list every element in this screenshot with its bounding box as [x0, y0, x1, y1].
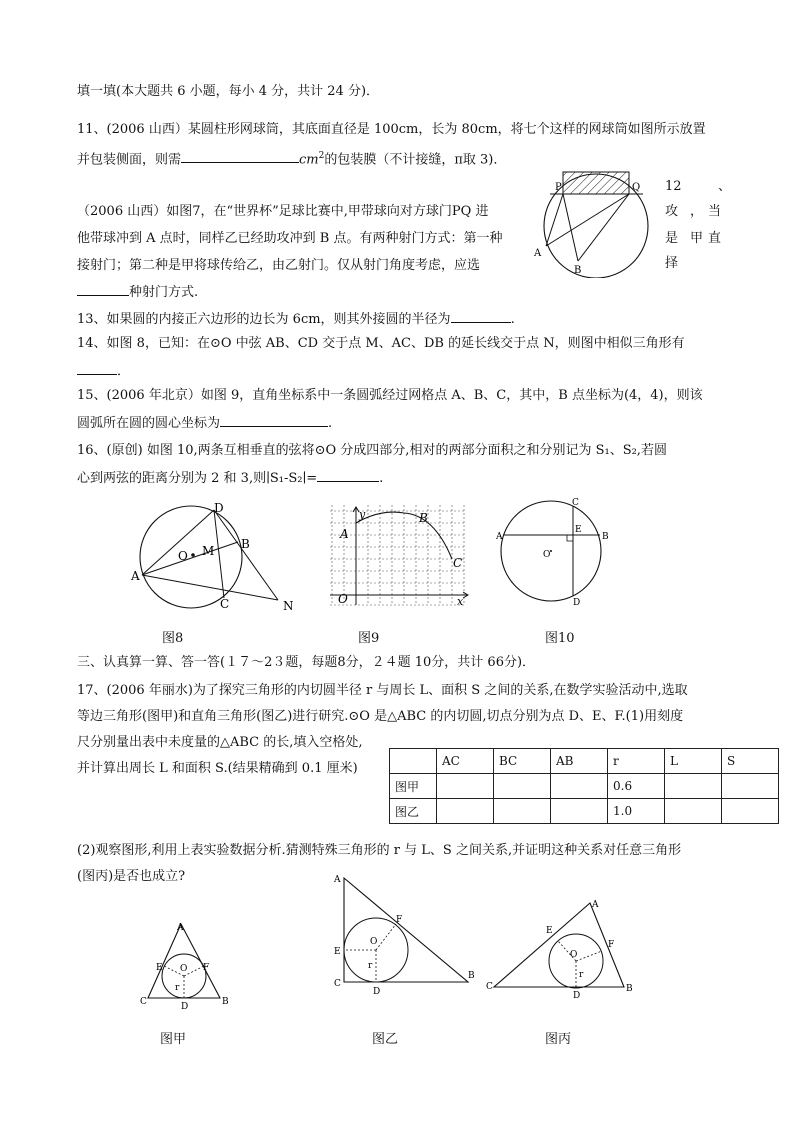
q14-answer-blank[interactable]	[77, 361, 117, 375]
q17-line4: 并计算出周长 L 和面积 S.(结果精确到 0.1 厘米)	[77, 761, 358, 776]
q11-unit-sup: 2	[318, 151, 325, 161]
fig8-label-m: M	[202, 544, 215, 558]
figbing-label-f: F	[608, 940, 615, 950]
q17-part2-line1: (2)观察图形,利用上表实验数据分析.猜测特殊三角形的 r 与 L、S 之间关系,并证明这种关系对任意三角形	[77, 843, 682, 858]
q15-text-before: 圆弧所在圆的圆心坐标为	[77, 416, 221, 431]
table-cell[interactable]	[551, 799, 608, 824]
fig10-label-b: B	[602, 532, 609, 542]
q12-line1: （2006 山西）如图7，在“世界杯”足球比赛中,甲带球向对方球门PQ 进	[77, 204, 489, 219]
fig8-label-d: D	[214, 501, 224, 515]
figure-yi	[328, 870, 478, 1000]
q17-part2-line2: (图丙)是否也成立?	[77, 869, 186, 884]
q11-unit: cm	[299, 152, 319, 168]
table-cell[interactable]	[437, 799, 494, 824]
fig9-label-c: C	[453, 556, 463, 570]
fig10-label-o: O	[543, 550, 551, 560]
fig9-caption: 图9	[358, 631, 380, 646]
figjia-label-f: F	[203, 963, 210, 973]
table-header-cell: AB	[551, 749, 608, 774]
fig10-label-a: A	[496, 532, 503, 542]
figbing-label-r: r	[579, 970, 584, 980]
q11-line2	[77, 147, 506, 169]
q17-line1: 17、(2006 年丽水)为了探究三角形的内切圆半径 r 与周长 L、面积 S 之间的关系,在数学实验活动中,选取	[77, 683, 688, 698]
fig9-label-x: x	[457, 595, 464, 608]
q16-text-after: .	[379, 471, 384, 486]
fig9-label-b: B	[419, 511, 428, 525]
figbing-label-o: O	[570, 950, 578, 960]
figyi-label-a: A	[334, 875, 341, 885]
q13-text: 13、如果圆的内接正六边形的边长为 6cm，则其外接圆的半径为	[77, 312, 451, 327]
q11-line1: 11、(2006 山西）某圆柱形网球筒，其底面直径是 100cm，长为 80cm，将七个这样的网球筒如图所示放置	[77, 122, 706, 137]
q11-text-after: 的包装膜（不计接缝，π取 3)．	[324, 152, 507, 168]
table-cell[interactable]	[665, 799, 722, 824]
figyi-label-o: O	[370, 937, 378, 947]
table-cell[interactable]	[494, 774, 551, 799]
q12-goal-figure	[528, 168, 658, 278]
figjia-label-e: E	[156, 963, 163, 973]
table-header-cell: r	[608, 749, 665, 774]
q16-line1: 16、(原创) 如图 10,两条互相垂直的弦将⊙O 分成四部分,相对的两部分面积之和分别记为 S₁、S₂,若圆	[77, 443, 667, 458]
q13-answer-blank[interactable]	[451, 309, 511, 323]
q15-line1: 15、(2006 年北京）如图 9，直角坐标系中一条圆弧经过网格点 A、B、C，其中，B 点坐标为(4，4)，则该	[77, 388, 703, 403]
figure-bing	[484, 895, 634, 1000]
figbing-label-a: A	[592, 900, 599, 910]
fig7-label-p: P	[555, 182, 562, 193]
figure-10	[493, 497, 613, 607]
q12-frag-shi: 是	[665, 231, 679, 246]
table-cell[interactable]	[551, 774, 608, 799]
figyi-label-r: r	[368, 961, 373, 971]
table-header-cell: L	[665, 749, 722, 774]
table-row	[390, 774, 779, 799]
figyi-label-d: D	[373, 987, 381, 997]
figjia-label-o: O	[180, 964, 188, 974]
q12-frag-comma2: ，	[690, 204, 704, 219]
q12-frag-jia: 甲	[690, 231, 704, 246]
fig8-caption: 图8	[162, 631, 184, 646]
q14-line1: 14、如图 8，已知：在⊙O 中弦 AB、CD 交于点 M、AC、DB 的延长线交于点 N，则图中相似三角形有	[77, 336, 685, 351]
table-cell: 0.6	[608, 774, 665, 799]
q12-text-after: 种射门方式.	[129, 285, 199, 300]
q15-line2	[77, 413, 332, 433]
q13-line	[77, 309, 515, 329]
fig7-label-a: A	[534, 248, 542, 259]
fig9-label-o: O	[338, 592, 348, 606]
fig10-label-e: E	[575, 525, 582, 535]
figjia-caption: 图甲	[160, 1032, 187, 1047]
q12-line2: 他带球冲到 A 点时，同样乙已经助攻冲到 B 点。有两种射门方式：第一种	[77, 231, 503, 246]
table-row	[390, 799, 779, 824]
q12-frag-zhi: 直	[708, 231, 722, 246]
fig7-label-q: Q	[632, 182, 641, 193]
figjia-label-c: C	[140, 997, 147, 1007]
figyi-label-e: E	[334, 947, 341, 957]
figjia-label-a: A	[177, 923, 184, 933]
q17-line3: 尺分别量出表中未度量的△ABC 的长,填入空格处,	[77, 735, 363, 750]
q17-line2: 等边三角形(图甲)和直角三角形(图乙)进行研究.⊙O 是△ABC 的内切圆,切点分别为点 D、E、F.(1)用刻度	[77, 709, 684, 724]
figbing-caption: 图丙	[545, 1032, 572, 1047]
table-header-cell	[390, 749, 437, 774]
figjia-label-b: B	[222, 997, 229, 1007]
fig9-label-a: A	[340, 527, 349, 541]
table-row-label: 图甲	[390, 774, 437, 799]
table-row-label: 图乙	[390, 799, 437, 824]
q14-line2	[77, 361, 130, 381]
table-cell[interactable]	[722, 774, 779, 799]
fig8-label-a: A	[131, 569, 140, 583]
fig9-label-y: y	[359, 508, 366, 521]
q11-text-before: 并包装侧面，则需	[77, 152, 182, 168]
q16-text-before: 心到两弦的距离分别为 2 和 3,则∣S₁-S₂∣=	[77, 471, 318, 486]
fig8-label-n: N	[283, 599, 294, 613]
q12-line4	[77, 282, 198, 302]
section2-header: 填一填(本大题共 6 小题，每小 4 分，共计 24 分)．	[77, 84, 380, 99]
q14-text-after: ．	[117, 364, 131, 379]
figbing-label-b: B	[626, 984, 633, 994]
q15-answer-blank[interactable]	[220, 413, 328, 427]
figbing-label-d: D	[573, 991, 581, 1000]
figure-jia	[134, 918, 234, 1010]
q12-frag-num: 12	[665, 179, 682, 194]
section3-header: 三、认真算一算、答一答(１７～2３题，每题8分，２４题 10分，共计 66分)．	[77, 655, 536, 670]
q12-frag-ze: 择	[665, 256, 679, 271]
figyi-label-b: B	[468, 971, 475, 981]
q12-frag-comma1: 、	[718, 179, 732, 194]
figbing-label-c: C	[486, 982, 493, 992]
table-header-row	[390, 749, 779, 774]
table-header-cell: BC	[494, 749, 551, 774]
table-cell[interactable]	[722, 799, 779, 824]
q12-frag-dang: 当	[708, 204, 722, 219]
figure-8	[128, 500, 303, 618]
figjia-label-r: r	[175, 983, 180, 993]
fig8-label-c: C	[220, 597, 230, 611]
table-header-cell: AC	[437, 749, 494, 774]
fig10-label-d: D	[573, 598, 581, 607]
table-cell: 1.0	[608, 799, 665, 824]
table-cell[interactable]	[494, 799, 551, 824]
q12-answer-blank[interactable]	[77, 282, 129, 296]
q16-answer-blank[interactable]	[317, 468, 379, 482]
figyi-label-f: F	[396, 915, 403, 925]
fig10-label-c: C	[572, 498, 579, 508]
figbing-label-e: E	[546, 926, 553, 936]
q16-line2	[77, 468, 383, 488]
q13-text-after: .	[510, 312, 515, 327]
fig8-label-o: O	[178, 549, 188, 563]
q12-line3: 接射门；第二种是甲将球传给乙，由乙射门。仅从射门角度考虑，应选	[77, 258, 481, 273]
figyi-label-c: C	[334, 979, 341, 989]
table-cell[interactable]	[665, 774, 722, 799]
q11-answer-blank[interactable]	[181, 149, 299, 163]
table-cell[interactable]	[437, 774, 494, 799]
figjia-label-d: D	[181, 1002, 189, 1010]
fig10-caption: 图10	[545, 631, 575, 646]
q17-data-table	[389, 748, 779, 824]
q15-text-after: .	[328, 416, 333, 431]
fig8-label-b: B	[241, 537, 250, 551]
figure-9	[330, 505, 472, 608]
table-header-cell: S	[722, 749, 779, 774]
fig7-label-b: B	[574, 265, 582, 276]
figyi-caption: 图乙	[372, 1032, 399, 1047]
q12-frag-gong: 攻	[665, 204, 679, 219]
